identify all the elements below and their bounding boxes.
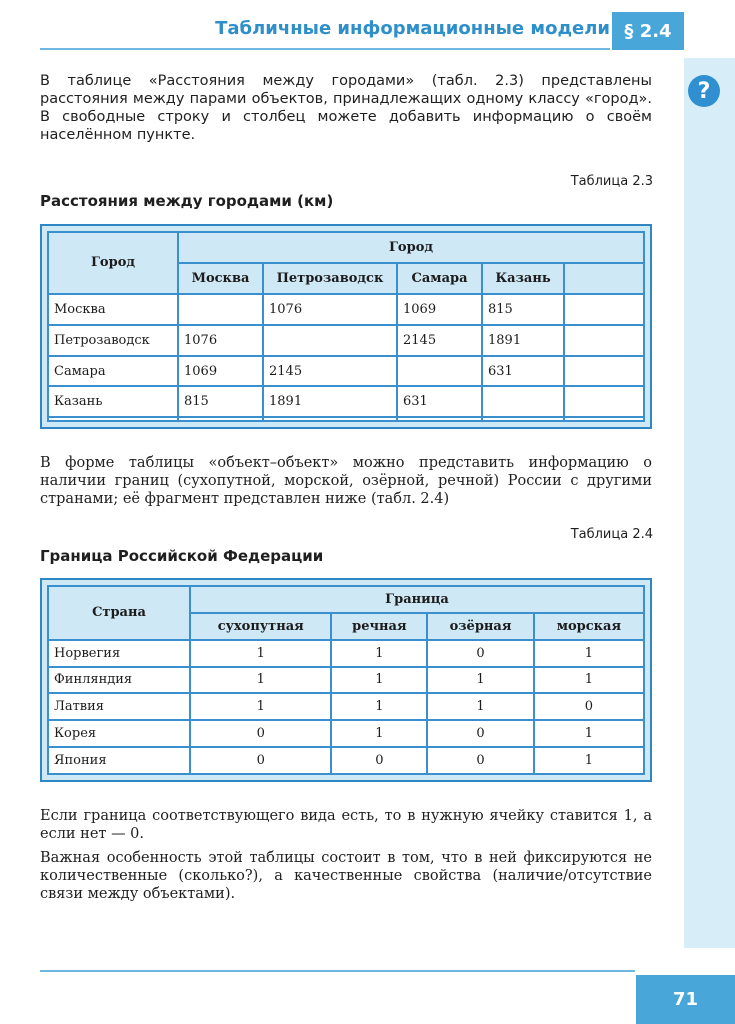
cell: 1: [427, 667, 534, 694]
question-icon: ?: [688, 75, 720, 107]
table-row: [48, 386, 644, 417]
table2-title: Граница Российской Федерации: [40, 547, 324, 565]
cell: 1: [427, 693, 534, 720]
row-name: Корея: [48, 720, 190, 747]
table-row: [48, 325, 644, 356]
cell: 1: [331, 640, 427, 667]
cell: 1: [331, 667, 427, 694]
cell: 0: [190, 747, 331, 774]
section-badge: § 2.4: [612, 12, 684, 50]
page-number: 71: [636, 975, 735, 1024]
cell: [564, 294, 644, 325]
cell: 815: [178, 386, 263, 417]
table2-col-header: сухопутная: [190, 613, 331, 640]
cell: [178, 417, 263, 421]
table2-col-header: озёрная: [427, 613, 534, 640]
side-strip: [684, 58, 735, 948]
cell: 0: [427, 747, 534, 774]
table-row: [48, 667, 644, 694]
cell: 815: [482, 294, 564, 325]
mid-paragraph: В форме таблицы «объект–объект» можно представить информацию о наличии границ (сухопутной, морской, озёрной, речной) России с другими странами; её фрагмент представлен ниже (табл. 2.4): [40, 455, 652, 507]
table-row: [48, 640, 644, 667]
cell: [482, 386, 564, 417]
row-name: Япония: [48, 747, 190, 774]
cell: [564, 386, 644, 417]
cell: [564, 325, 644, 356]
footer-line: [40, 970, 635, 972]
table-row: [48, 294, 644, 325]
table-row: [48, 693, 644, 720]
table1-row-header: Город: [48, 232, 178, 294]
note-paragraph: Важная особенность этой таблицы состоит в том, что в ней фиксируются не количественные (сколько?), а качественные свойства (наличие/отсутствие связи между объектами).: [40, 850, 652, 902]
cell: 0: [427, 640, 534, 667]
header-title: Табличные информационные модели: [215, 18, 610, 39]
table-row: [48, 747, 644, 774]
cell: 2145: [263, 356, 397, 387]
cell: [564, 417, 644, 421]
cell: 1: [190, 667, 331, 694]
table1-col-header: Самара: [397, 263, 482, 294]
table-row: [48, 417, 644, 421]
row-name: Норвегия: [48, 640, 190, 667]
cell: 2145: [397, 325, 482, 356]
cell: 1: [331, 720, 427, 747]
table2-col-header: речная: [331, 613, 427, 640]
cell: 631: [397, 386, 482, 417]
cell: 1: [534, 747, 644, 774]
row-name: Казань: [48, 386, 178, 417]
cell: 1: [190, 693, 331, 720]
cell: 1: [534, 640, 644, 667]
rule-paragraph: Если граница соответствующего вида есть, то в нужную ячейку ставится 1, а если нет — 0.: [40, 808, 652, 842]
table2-col-header: морская: [534, 613, 644, 640]
table1-col-header: Казань: [482, 263, 564, 294]
table1-title: Расстояния между городами (км): [40, 192, 334, 210]
table2-number: Таблица 2.4: [570, 527, 653, 542]
border-table: [47, 585, 645, 775]
cell: 0: [331, 747, 427, 774]
cell: [397, 356, 482, 387]
table1-col-header: [564, 263, 644, 294]
cell: 1076: [178, 325, 263, 356]
row-name: Латвия: [48, 693, 190, 720]
table-row: [48, 720, 644, 747]
row-name: [48, 417, 178, 421]
row-name: Москва: [48, 294, 178, 325]
table1-number: Таблица 2.3: [570, 174, 653, 189]
cell: 0: [427, 720, 534, 747]
table2-col-group: Граница: [190, 586, 644, 613]
table2-frame: [40, 578, 652, 782]
table2-row-header: Страна: [48, 586, 190, 640]
row-name: Финляндия: [48, 667, 190, 694]
table1-col-header: Москва: [178, 263, 263, 294]
cell: 1069: [397, 294, 482, 325]
cell: 1891: [482, 325, 564, 356]
cell: 1: [331, 693, 427, 720]
row-name: Петрозаводск: [48, 325, 178, 356]
table1-frame: [40, 224, 652, 429]
cell: [482, 417, 564, 421]
table1-col-group: Город: [178, 232, 644, 263]
cell: [263, 417, 397, 421]
cell: [263, 325, 397, 356]
cell: [564, 356, 644, 387]
cell: 1076: [263, 294, 397, 325]
cell: 1891: [263, 386, 397, 417]
cell: 1: [534, 667, 644, 694]
cell: [178, 294, 263, 325]
cell: 1: [190, 640, 331, 667]
table1-col-header: Петрозаводск: [263, 263, 397, 294]
cell: 0: [190, 720, 331, 747]
cell: 1069: [178, 356, 263, 387]
cell: 631: [482, 356, 564, 387]
page-header: [40, 8, 610, 50]
cell: 1: [534, 720, 644, 747]
table-row: [48, 356, 644, 387]
row-name: Самара: [48, 356, 178, 387]
distance-table: [47, 231, 645, 422]
cell: [397, 417, 482, 421]
cell: 0: [534, 693, 644, 720]
intro-paragraph: В таблице «Расстояния между городами» (табл. 2.3) представлены расстояния между парами объектов, принадлежащих одному классу «город». В свободные строку и столбец можете добавить информацию о своём населённом пункте.: [40, 73, 652, 143]
